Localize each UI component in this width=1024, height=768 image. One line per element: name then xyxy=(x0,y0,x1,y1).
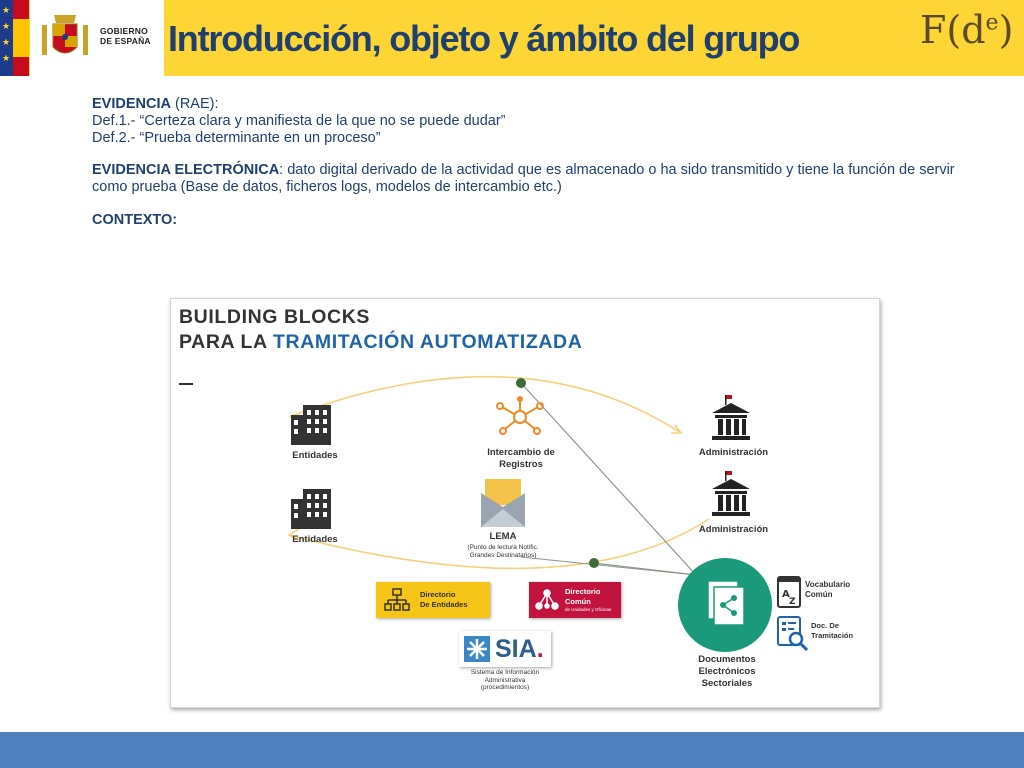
building-icon xyxy=(291,489,331,529)
fde-logo-close: ) xyxy=(998,8,1014,52)
docs-line-1: Documentos xyxy=(698,654,756,665)
intercambio-line-1: Intercambio de xyxy=(487,447,555,458)
fde-logo-f: F(d xyxy=(920,8,986,52)
building-blocks-title xyxy=(179,305,582,355)
vocab-line-2: Común xyxy=(805,590,833,599)
title-dash xyxy=(179,383,193,385)
header-bar xyxy=(0,0,1024,76)
entidades-label-2: Entidades xyxy=(292,534,338,545)
evidencia-heading xyxy=(92,96,972,113)
docs-line-3: Sectoriales xyxy=(701,678,753,689)
sia-logo-text xyxy=(495,635,544,663)
government-logo xyxy=(30,0,164,76)
node-dot-top xyxy=(516,378,526,388)
government-line-2: DE ESPAÑA xyxy=(100,36,151,46)
svg-text:Z: Z xyxy=(789,597,796,607)
page-title: Introducción, objeto y ámbito del grupo xyxy=(168,18,800,59)
spain-flag-icon xyxy=(13,0,29,76)
bb-title-line-1: BUILDING BLOCKS xyxy=(179,306,370,328)
directorio-entidades-text xyxy=(420,590,468,610)
book-az-icon xyxy=(778,577,800,607)
evidencia-source: (RAE): xyxy=(170,96,219,112)
doc-tram-line-1: Doc. De xyxy=(811,621,839,630)
bb-title-line-2 xyxy=(179,330,582,355)
svg-text:A: A xyxy=(782,589,790,600)
documents-icon xyxy=(678,558,772,652)
definition-2: Def.2.- “Prueba determinante en un proceso” xyxy=(92,130,381,146)
directorio-comun-text xyxy=(565,587,611,613)
building-blocks-diagram xyxy=(170,298,880,708)
contexto-term: CONTEXTO: xyxy=(92,212,178,228)
definitions-text xyxy=(92,96,972,229)
bb-title-prefix: PARA LA xyxy=(179,331,273,353)
administracion-label-1: Administración xyxy=(698,447,769,458)
doc-tramitacion-label xyxy=(811,621,853,641)
directorio-comun-tile xyxy=(529,582,621,618)
government-line-1: GOBIERNO xyxy=(100,26,148,36)
docs-line-2: Electrónicos xyxy=(698,666,756,677)
dir-entidades-line-1: Directorio xyxy=(420,590,456,599)
evidencia-electronica-text: : dato digital derivado de la actividad que es almacenado o ha sido transmitido y tiene la función de servir como prueba (Base de datos, ficheros logs, modelos de intercambio etc.) xyxy=(92,162,955,195)
lema-subtitle xyxy=(453,544,553,559)
dir-entidades-line-2: De Entidades xyxy=(420,600,468,609)
government-name xyxy=(100,26,151,46)
search-doc-icon xyxy=(778,617,807,650)
fde-logo xyxy=(920,8,1013,52)
bank-icon xyxy=(712,395,750,440)
sia-sub-2: Administrativa xyxy=(484,676,526,684)
evidencia-electronica-term: EVIDENCIA ELECTRÓNICA xyxy=(92,162,280,178)
footer-bar xyxy=(0,732,1024,768)
contexto-label xyxy=(92,212,972,229)
envelope-icon xyxy=(481,479,525,527)
lema-sub-2: Grandes Destinatarios) xyxy=(469,551,537,559)
upper-arc xyxy=(289,377,681,433)
bank-icon xyxy=(712,471,750,516)
fde-logo-sup: e xyxy=(985,10,999,36)
sia-sub-1: Sistema de Información xyxy=(470,669,540,676)
documentos-label xyxy=(679,654,775,690)
building-icon xyxy=(291,405,331,445)
intercambio-line-2: Registros xyxy=(499,459,543,470)
coat-of-arms-icon xyxy=(40,9,90,65)
sia-emblem-icon xyxy=(464,636,490,662)
definition-1: Def.1.- “Certeza clara y manifiesta de la que no se puede dudar” xyxy=(92,113,506,129)
org-chart-icon xyxy=(384,588,410,612)
evidencia-term: EVIDENCIA xyxy=(92,96,171,112)
node-dot-bottom xyxy=(589,558,599,568)
bb-title-highlight: TRAMITACIÓN AUTOMATIZADA xyxy=(273,331,583,353)
dir-comun-sub: de Unidades y Oficinas xyxy=(565,607,612,612)
sia-tile xyxy=(459,631,551,667)
administracion-label-2: Administración xyxy=(698,524,769,535)
vocab-line-1: Vocabulario xyxy=(805,580,851,589)
sia-dot: . xyxy=(536,635,544,663)
intercambio-label xyxy=(461,447,581,471)
network-icon xyxy=(535,589,559,611)
dir-comun-line-1: Directorio xyxy=(565,587,601,596)
eu-flag-icon: ★ ★ ★ ★ xyxy=(0,0,13,76)
vocabulario-label xyxy=(805,580,850,600)
directorio-entidades-tile xyxy=(376,582,490,618)
dir-comun-line-2: Común xyxy=(565,597,591,606)
evidencia-electronica xyxy=(92,162,972,196)
lema-label: LEMA xyxy=(489,531,517,542)
sia-text: SIA xyxy=(495,635,537,663)
doc-tram-line-2: Tramitación xyxy=(811,631,854,640)
network-icon xyxy=(497,397,543,434)
lema-sub-1: (Punto de lectura Notific. xyxy=(467,544,539,551)
sia-sub-3: (procedimientos) xyxy=(480,684,530,691)
sia-subtitle xyxy=(450,669,560,692)
entidades-label-1: Entidades xyxy=(292,450,338,461)
